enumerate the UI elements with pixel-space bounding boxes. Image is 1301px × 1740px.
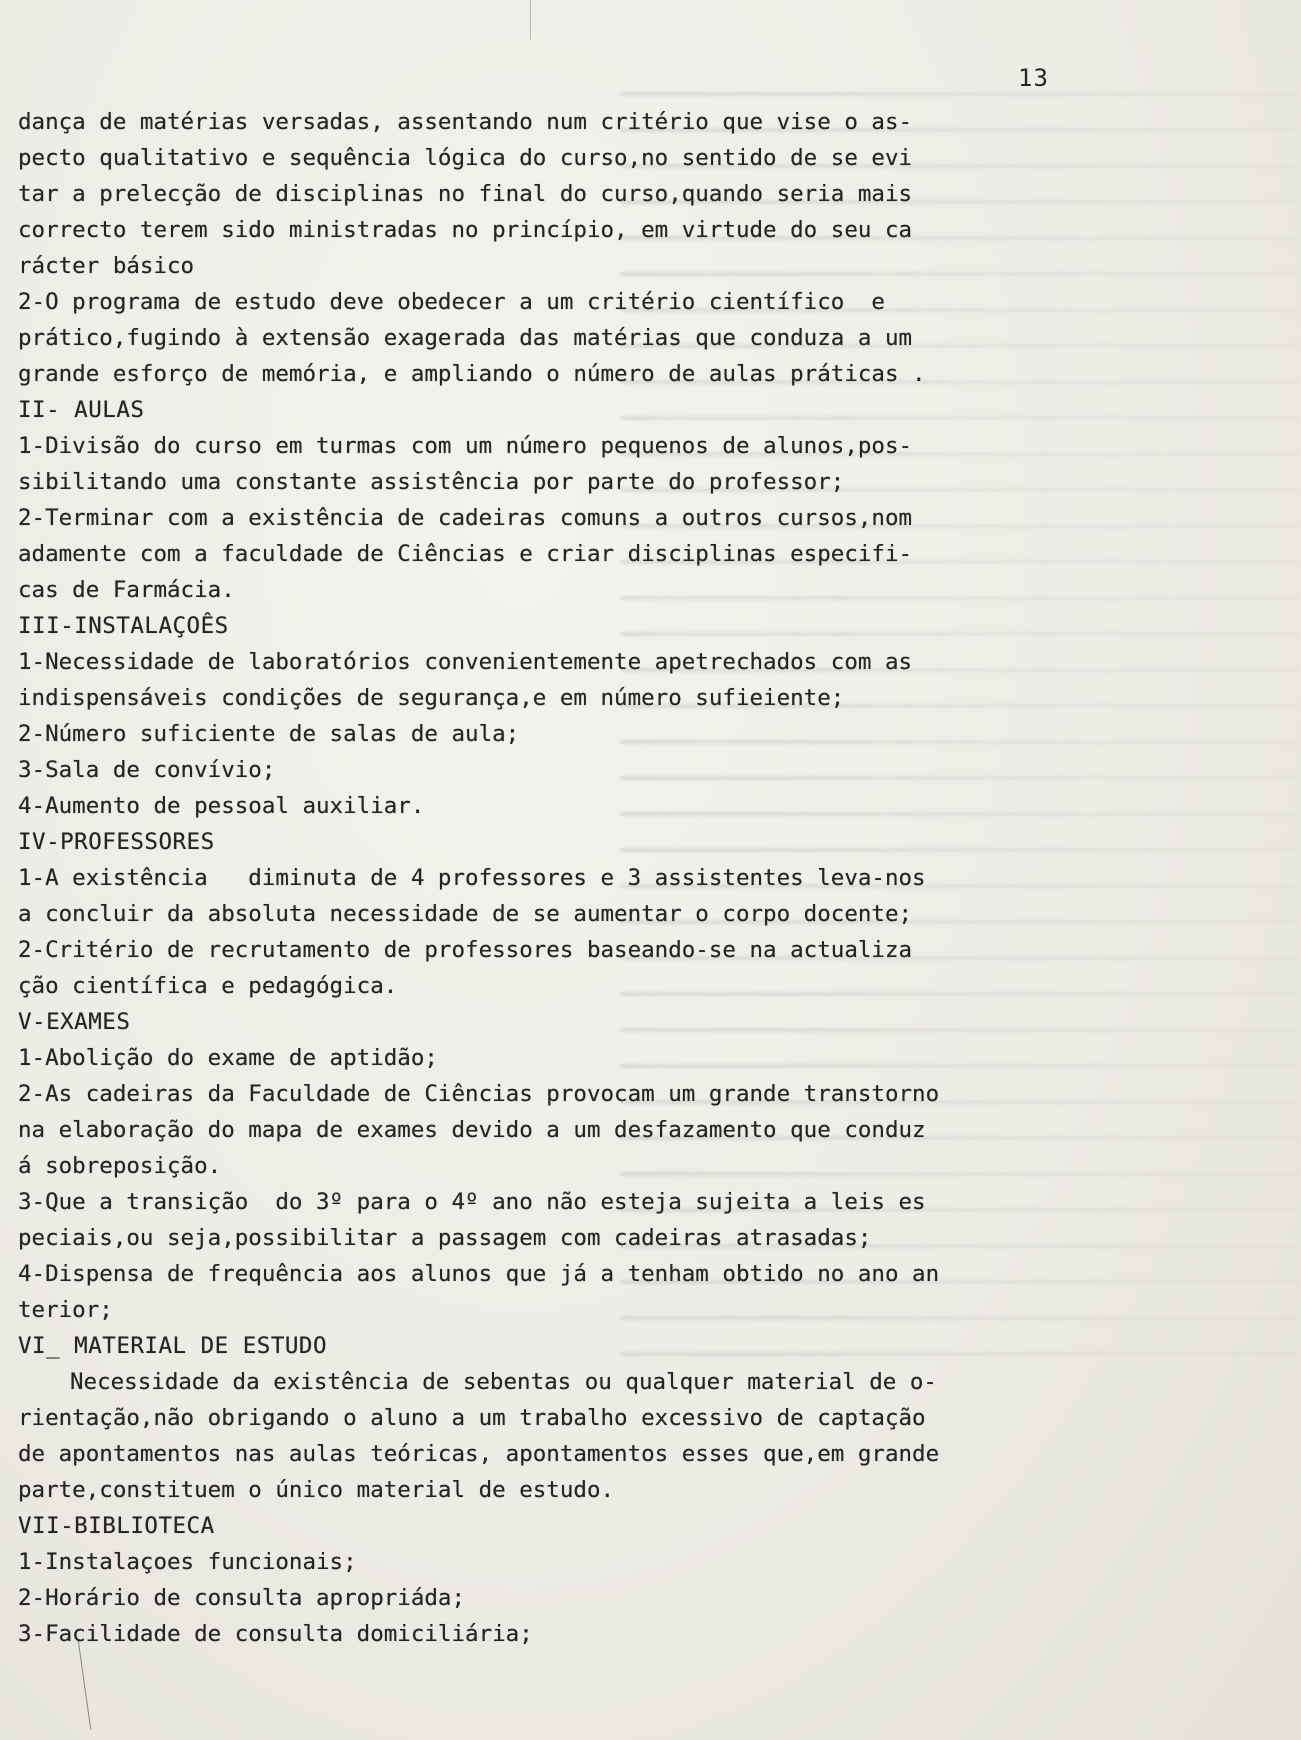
section-heading: V-EXAMES: [18, 1009, 131, 1035]
text-line: á sobreposição.: [18, 1153, 222, 1179]
section-heading: III-INSTALAÇOÊS: [18, 613, 229, 639]
page-number: 13: [1018, 64, 1049, 92]
text-line: 2-Horário de consulta apropriáda;: [18, 1585, 466, 1611]
text-line: parte,constituem o único material de estudo.: [18, 1477, 615, 1503]
text-line: de apontamentos nas aulas teóricas, apontamentos esses que,em grande: [18, 1441, 940, 1467]
section-heading: VI_ MATERIAL DE ESTUDO: [18, 1333, 328, 1359]
text-line: sibilitando uma constante assistência por parte do professor;: [18, 469, 845, 495]
typewritten-text: [18, 104, 1100, 1652]
text-line: tar a prelecção de disciplinas no final do curso,quando seria mais: [18, 181, 913, 207]
text-line: 4-Aumento de pessoal auxiliar.: [18, 793, 425, 819]
text-line: 1-Abolição do exame de aptidão;: [18, 1045, 438, 1071]
text-line: prático,fugindo à extensão exagerada das matérias que conduza a um: [18, 325, 913, 351]
text-line: rácter básico: [18, 253, 195, 279]
text-line: 1-Divisão do curso em turmas com um número pequenos de alunos,pos-: [18, 433, 913, 459]
stray-pen-mark: [78, 1640, 92, 1729]
text-line: Necessidade da existência de sebentas ou qualquer material de o-: [70, 1369, 937, 1395]
text-line: pecto qualitativo e sequência lógica do curso,no sentido de se evi: [18, 145, 913, 171]
text-line: 2-Número suficiente de salas de aula;: [18, 721, 520, 747]
text-line: 2-Critério de recrutamento de professores baseando-se na actualiza: [18, 937, 913, 963]
text-line: indispensáveis condições de segurança,e em número sufieiente;: [18, 685, 845, 711]
text-line: na elaboração do mapa de exames devido a um desfazamento que conduz: [18, 1117, 926, 1143]
text-line: 2-As cadeiras da Faculdade de Ciências provocam um grande transtorno: [18, 1081, 940, 1107]
text-line: 3-Sala de convívio;: [18, 757, 276, 783]
text-line: 3-Que a transição do 3º para o 4º ano não esteja sujeita a leis es: [18, 1189, 926, 1215]
section-heading: VII-BIBLIOTECA: [18, 1513, 215, 1539]
text-line: 3-Facilidade de consulta domiciliária;: [18, 1621, 533, 1647]
text-line: a concluir da absoluta necessidade de se aumentar o corpo docente;: [18, 901, 913, 927]
text-line: rientação,não obrigando o aluno a um trabalho excessivo de captação: [18, 1405, 926, 1431]
text-line: cas de Farmácia.: [18, 577, 235, 603]
text-line: 2-O programa de estudo deve obedecer a um critério científico e: [18, 289, 885, 315]
text-line: terior;: [18, 1297, 113, 1323]
text-line: 4-Dispensa de frequência aos alunos que já a tenham obtido no ano an: [18, 1261, 940, 1287]
text-line: dança de matérias versadas, assentando num critério que vise o as-: [18, 109, 913, 135]
fold-mark: [530, 0, 531, 40]
text-line: 1-Instalaçoes funcionais;: [18, 1549, 357, 1575]
text-line: adamente com a faculdade de Ciências e criar disciplinas especifi-: [18, 541, 913, 567]
text-line: 2-Terminar com a existência de cadeiras comuns a outros cursos,nom: [18, 505, 913, 531]
text-line: peciais,ou seja,possibilitar a passagem com cadeiras atrasadas;: [18, 1225, 872, 1251]
text-line: 1-A existência diminuta de 4 professores e 3 assistentes leva-nos: [18, 865, 926, 891]
text-line: ção científica e pedagógica.: [18, 973, 398, 999]
text-line: grande esforço de memória, e ampliando o número de aulas práticas .: [18, 361, 926, 387]
text-line: 1-Necessidade de laboratórios convenientemente apetrechados com as: [18, 649, 913, 675]
text-line: correcto terem sido ministradas no princípio, em virtude do seu ca: [18, 217, 913, 243]
section-heading: II- AULAS: [18, 397, 145, 423]
section-heading: IV-PROFESSORES: [18, 829, 215, 855]
